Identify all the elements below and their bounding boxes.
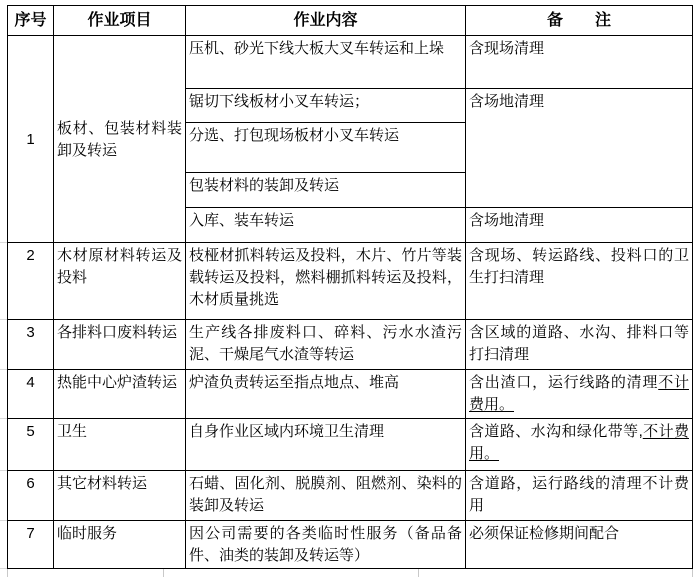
row5-remark-cell — [466, 419, 693, 471]
row4-remark-cell — [466, 370, 693, 419]
table-row — [8, 521, 693, 569]
table-row — [8, 471, 693, 521]
work-items-table — [7, 5, 693, 569]
table-row — [8, 419, 693, 471]
row2-item-cell: 木材原材料转运及投料 — [54, 243, 186, 320]
row7-content-cell: 因公司需要的各类临时性服务（备品备件、油类的装卸及转运等） — [186, 521, 466, 569]
row1c-content-cell: 分选、打包现场板材小叉车转运 — [186, 123, 466, 173]
row4-item-cell: 热能中心炉渣转运 — [54, 370, 186, 419]
remark-text: 含出渣口，运行线路的清理 — [469, 374, 659, 391]
header-cell-item: 作业项目 — [54, 6, 186, 36]
row6-remark-cell — [466, 471, 693, 521]
header-cell-content: 作业内容 — [186, 6, 466, 36]
row1d-content-cell: 包装材料的装卸及转运 — [186, 173, 466, 208]
table-row — [8, 36, 693, 89]
row6-item-cell: 其它材料转运 — [54, 471, 186, 521]
row1e-remark-cell: 含场地清理 — [466, 208, 693, 243]
row1a-content-cell: 压机、砂光下线大板大叉车转运和上垛 — [186, 36, 466, 89]
remark-text: 必须保证检修期间配合 — [469, 525, 620, 542]
remark-text: 含道路，运行路线的清理不计费用 — [469, 475, 689, 514]
header-cell-number: 序号 — [8, 6, 54, 36]
row7-number-cell: 7 — [8, 521, 54, 569]
header-row — [8, 6, 693, 36]
remark-underlined-text: 不计费用。 — [469, 374, 689, 413]
header-cell-remark: 备 注 — [466, 6, 693, 36]
gridline-dash — [0, 470, 7, 471]
row4-content-cell: 炉渣负责转运至指点地点、堆高 — [186, 370, 466, 419]
remark-text: 含道路、水沟和绿化带等, — [469, 423, 643, 440]
table-row — [8, 370, 693, 419]
row3-remark-cell — [466, 320, 693, 370]
gridline-stub — [418, 569, 419, 577]
gridline-dash — [0, 568, 7, 569]
table-row — [8, 243, 693, 320]
gridline-dash — [0, 369, 7, 370]
gridline-dash — [0, 520, 7, 521]
gridline-stub — [7, 569, 8, 577]
row1b-content-cell: 锯切下线板材小叉车转运； — [186, 89, 466, 123]
row2-content-cell: 枝桠材抓料转运及投料，木片、竹片等装载转运及投料，燃料棚抓料转运及投料，木材质量挑选 — [186, 243, 466, 320]
gridline-dash — [0, 242, 7, 243]
row1-item-cell: 板材、包装材料装卸及转运 — [54, 36, 186, 243]
gridline-dash — [0, 319, 7, 320]
remark-text: 含现场、转运路线、投料口的卫生打扫清理 — [469, 247, 689, 286]
row7-item-cell: 临时服务 — [54, 521, 186, 569]
gridline-stub — [692, 569, 693, 577]
row6-number-cell: 6 — [8, 471, 54, 521]
remark-underlined-text: 不计费用。 — [469, 423, 689, 462]
row6-content-cell: 石蜡、固化剂、脱膜剂、阻燃剂、染料的装卸及转运 — [186, 471, 466, 521]
row1-number-cell: 1 — [8, 36, 54, 243]
row7-remark-cell — [466, 521, 693, 569]
row1a-remark-cell: 含现场清理 — [466, 36, 693, 89]
row3-item-cell: 各排料口废料转运 — [54, 320, 186, 370]
remark-text: 含区域的道路、水沟、排料口等打扫清理 — [469, 324, 689, 363]
row3-content-cell: 生产线各排废料口、碎料、污水水渣污泥、干燥尾气水渣等转运 — [186, 320, 466, 370]
row1e-content-cell: 入库、装车转运 — [186, 208, 466, 243]
row5-content-cell: 自身作业区域内环境卫生清理 — [186, 419, 466, 471]
row2-number-cell: 2 — [8, 243, 54, 320]
row1bcd-remark-cell: 含场地清理 — [466, 89, 693, 208]
row3-number-cell: 3 — [8, 320, 54, 370]
row5-number-cell: 5 — [8, 419, 54, 471]
row2-remark-cell — [466, 243, 693, 320]
row5-item-cell: 卫生 — [54, 419, 186, 471]
table-row — [8, 320, 693, 370]
gridline-dash — [0, 418, 7, 419]
gridline-stub — [163, 569, 164, 577]
row4-number-cell: 4 — [8, 370, 54, 419]
